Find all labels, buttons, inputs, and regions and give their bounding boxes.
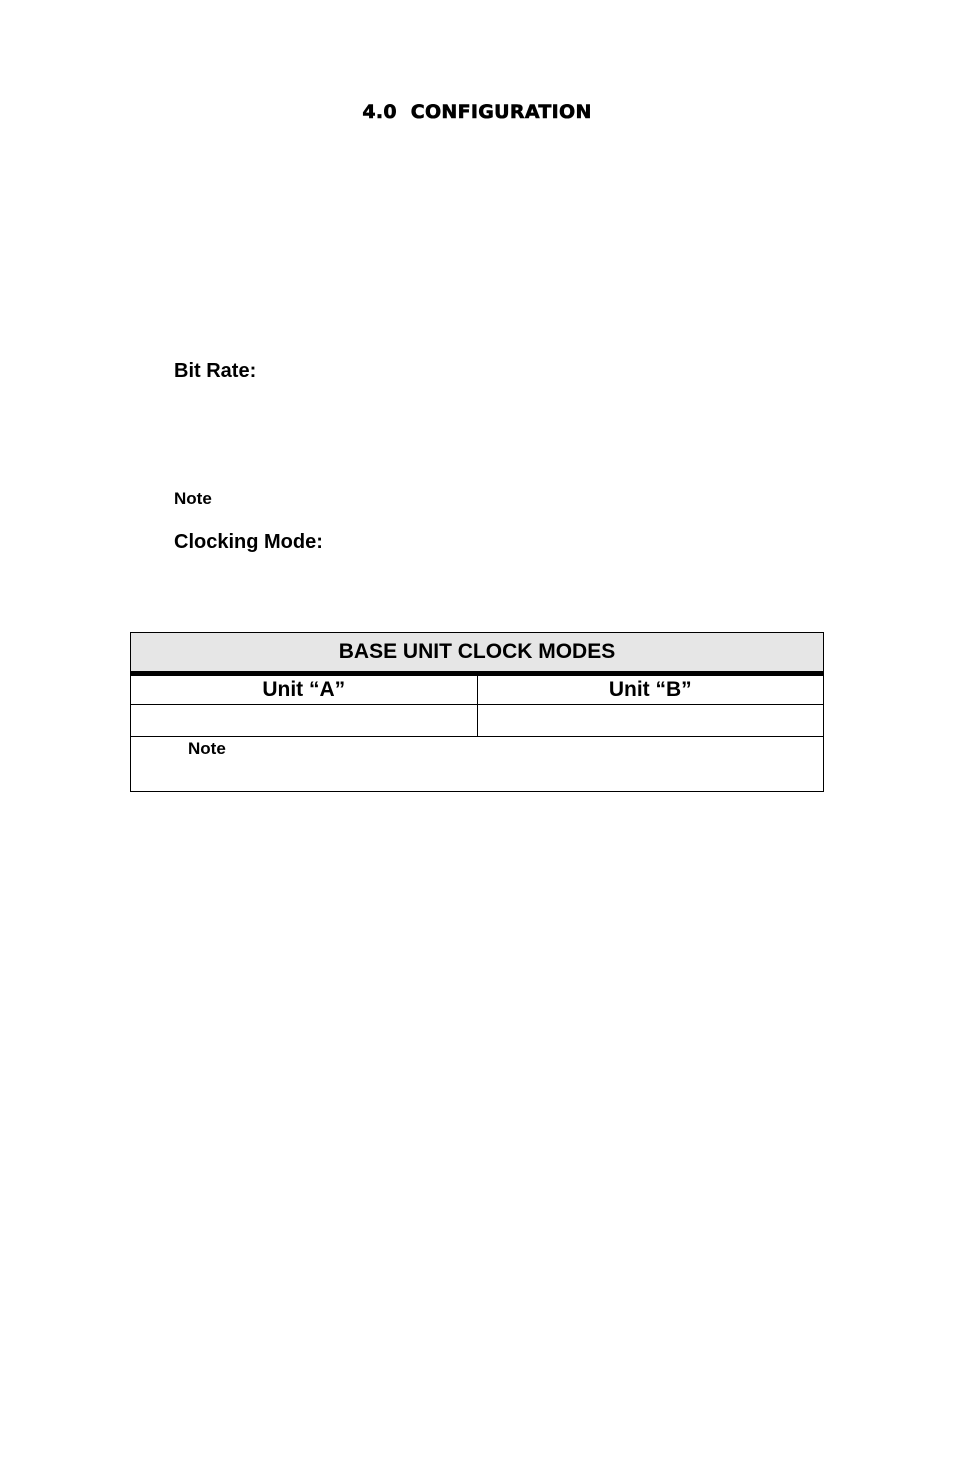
table-note-label: Note (131, 737, 824, 792)
clocking-mode-heading: Clocking Mode: (174, 531, 323, 553)
bit-rate-note-label: Note (174, 489, 212, 508)
column-header-unit-b: Unit “B” (477, 674, 824, 705)
base-unit-clock-modes-table (130, 632, 824, 792)
table-title: BASE UNIT CLOCK MODES (131, 633, 824, 674)
table-row (131, 705, 824, 737)
column-header-unit-a: Unit “A” (131, 674, 478, 705)
table-note-row (131, 737, 824, 792)
table-cell-unit-b (477, 705, 824, 737)
table-header-row (131, 674, 824, 705)
bit-rate-heading: Bit Rate: (174, 360, 257, 382)
section-title: 4.0 CONFIGURATION (362, 101, 592, 123)
table-cell-unit-a (131, 705, 478, 737)
table-title-row (131, 633, 824, 674)
